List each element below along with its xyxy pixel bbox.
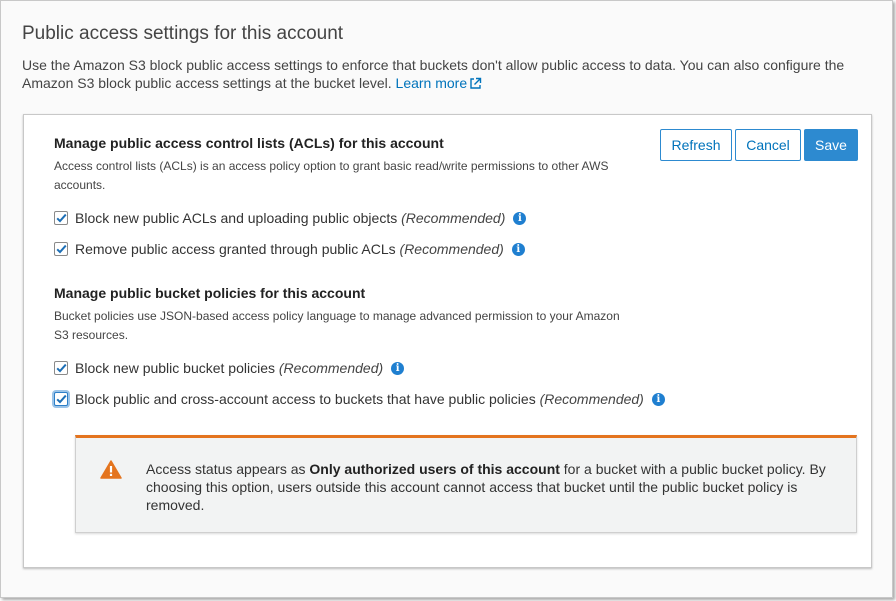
recommended-hint: (Recommended)	[539, 391, 644, 407]
option-block-new-public-policies[interactable]	[54, 358, 404, 378]
info-icon[interactable]: i	[513, 212, 526, 225]
option-remove-public-acl-access[interactable]	[54, 239, 525, 259]
info-icon[interactable]: i	[391, 362, 404, 375]
page-description	[22, 56, 872, 94]
option-label: Remove public access granted through public ACLs (Recommended)	[75, 241, 504, 257]
checkbox-remove-public-acl-access[interactable]	[54, 242, 68, 256]
option-label: Block new public bucket policies (Recommended)	[75, 360, 384, 376]
cancel-button[interactable]: Cancel	[735, 129, 801, 161]
policy-section-description: Bucket policies use JSON-based access policy language to manage advanced permission to your Amazon S3 resources.	[54, 309, 620, 342]
external-link-icon	[469, 76, 482, 94]
option-block-new-public-acls[interactable]	[54, 208, 526, 228]
checkbox-block-new-public-acls[interactable]	[54, 211, 68, 225]
learn-more-label: Learn more	[395, 75, 468, 91]
policy-section-title: Manage public bucket policies for this account	[54, 285, 366, 301]
warning-text: Access status appears as Only authorized users of this account for a bucket with a public bucket policy. By choosing this option, users outside this account cannot access that bucket until the public bucket policy is removed.	[146, 461, 826, 513]
option-label: Block new public ACLs and uploading public objects (Recommended)	[75, 210, 506, 226]
option-block-cross-account-access[interactable]	[54, 389, 665, 409]
page-description-text: Use the Amazon S3 block public access settings to enforce that buckets don't allow public access to data. You can also configure the Amazon S3 block public access settings at the bucket level.	[22, 57, 845, 91]
settings-panel	[23, 114, 872, 568]
acl-section-title: Manage public access control lists (ACLs) for this account	[54, 135, 444, 151]
checkmark-icon	[56, 244, 67, 254]
save-button[interactable]: Save	[804, 129, 858, 161]
recommended-hint: (Recommended)	[401, 210, 506, 226]
warning-alert	[75, 435, 857, 533]
info-icon[interactable]: i	[652, 393, 665, 406]
warning-icon	[100, 460, 122, 484]
warning-emphasis: Only authorized users of this account	[309, 461, 560, 477]
checkbox-block-new-public-policies[interactable]	[54, 361, 68, 375]
refresh-button[interactable]: Refresh	[660, 129, 732, 161]
recommended-hint: (Recommended)	[399, 241, 504, 257]
checkbox-block-cross-account-access[interactable]	[54, 392, 68, 406]
checkmark-icon	[56, 213, 67, 223]
option-label: Block public and cross-account access to buckets that have public policies (Recommended)	[75, 391, 644, 407]
acl-section-description: Access control lists (ACLs) is an access policy option to grant basic read/write permissions to other AWS accounts.	[54, 159, 609, 192]
page-title: Public access settings for this account	[22, 23, 344, 44]
checkmark-icon	[56, 363, 67, 373]
learn-more-link[interactable]	[396, 75, 483, 91]
recommended-hint: (Recommended)	[278, 360, 384, 376]
info-icon[interactable]: i	[512, 243, 525, 256]
checkmark-icon	[56, 394, 67, 404]
